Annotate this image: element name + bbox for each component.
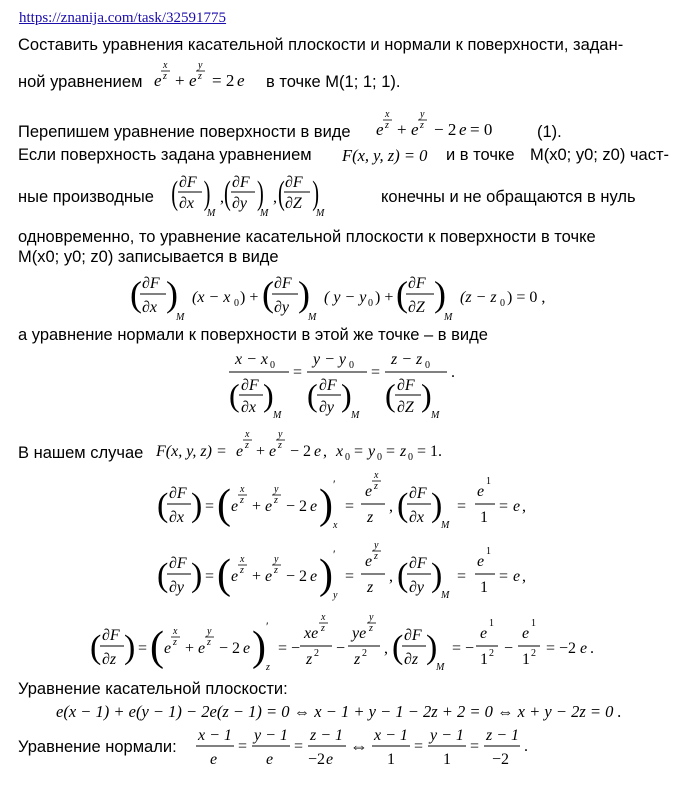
- svg-text:e: e: [198, 640, 206, 657]
- svg-text:∂F: ∂F: [404, 627, 422, 644]
- svg-text:0: 0: [368, 298, 373, 309]
- svg-text:∂Z: ∂Z: [397, 399, 414, 416]
- svg-text:z: z: [367, 579, 374, 596]
- svg-text:=: =: [138, 640, 148, 657]
- svg-text:): ): [166, 274, 178, 314]
- svg-text:1: 1: [486, 546, 491, 557]
- svg-text:,: ,: [384, 640, 388, 657]
- svg-text:z: z: [173, 637, 177, 648]
- svg-text:∂F: ∂F: [232, 174, 250, 191]
- svg-text:′: ′: [333, 477, 336, 491]
- svg-text:∂x: ∂x: [241, 399, 257, 416]
- svg-text:1: 1: [387, 751, 395, 768]
- svg-text:M: M: [444, 312, 453, 323]
- svg-text:∂Z: ∂Z: [285, 195, 302, 212]
- svg-text:,: ,: [389, 498, 393, 515]
- svg-text:) +: ) +: [375, 289, 394, 306]
- svg-text:∂y: ∂y: [409, 579, 425, 596]
- svg-text:1: 1: [522, 651, 530, 668]
- svg-text:M: M: [308, 312, 317, 323]
- svg-text:(: (: [385, 377, 396, 413]
- partial-z-equation: [88, 610, 608, 682]
- svg-text:−2: −2: [308, 751, 326, 768]
- svg-text:z: z: [374, 481, 378, 492]
- theory-line-1d: M(x0; y0; z0) част-: [530, 146, 670, 164]
- svg-text:z: z: [420, 120, 424, 131]
- case-text: В нашем случае: [18, 444, 144, 462]
- svg-text:z: z: [274, 495, 278, 506]
- svg-text:(: (: [90, 629, 102, 666]
- svg-text:e: e: [513, 568, 521, 585]
- svg-text:y: y: [207, 626, 212, 637]
- tangent-title: Уравнение касательной плоскости:: [18, 680, 288, 698]
- svg-text:(: (: [217, 482, 231, 528]
- svg-text:1: 1: [480, 509, 488, 526]
- problem-line-1: Составить уравнения касательной плоскости и нормали к поверхности, задан-: [18, 36, 624, 54]
- theory-line-1a: Если поверхность задана уравнением: [18, 146, 312, 164]
- normal-general-equation: [225, 346, 465, 424]
- svg-text:(z − z: (z − z: [460, 289, 497, 306]
- rewrite-label: (1).: [537, 123, 562, 141]
- svg-text:M: M: [260, 208, 269, 219]
- svg-text:(: (: [307, 377, 318, 413]
- svg-text:∂F: ∂F: [274, 275, 292, 292]
- svg-text:e: e: [459, 120, 467, 139]
- svg-text:e: e: [164, 640, 172, 657]
- svg-text:∂F: ∂F: [169, 485, 187, 502]
- svg-text:0: 0: [345, 452, 350, 462]
- svg-text:2: 2: [489, 648, 494, 659]
- svg-text:,: ,: [220, 189, 224, 206]
- svg-text:=: =: [293, 364, 303, 381]
- svg-text:x: x: [336, 443, 344, 460]
- svg-text:∂x: ∂x: [179, 195, 195, 212]
- svg-text:1: 1: [443, 751, 451, 768]
- svg-text:): ): [319, 552, 333, 598]
- svg-text:): ): [191, 487, 203, 524]
- svg-text:z: z: [278, 440, 282, 451]
- svg-text:0: 0: [349, 360, 354, 371]
- svg-text:=: =: [294, 738, 304, 755]
- svg-text:e: e: [314, 443, 322, 460]
- svg-text:e: e: [231, 568, 239, 585]
- svg-text:z: z: [198, 71, 202, 82]
- svg-text:(: (: [171, 174, 178, 213]
- svg-text:2: 2: [531, 648, 536, 659]
- svg-text:2: 2: [314, 648, 319, 659]
- svg-text:e: e: [522, 625, 530, 642]
- svg-text:e: e: [513, 498, 521, 515]
- svg-text:e: e: [326, 751, 334, 768]
- svg-text:y − 1: y − 1: [254, 727, 288, 744]
- problem-line-2-suffix: в точке M(1; 1; 1).: [266, 73, 401, 91]
- svg-text:) +: ) +: [240, 289, 259, 306]
- svg-text:e: e: [477, 483, 485, 500]
- svg-text:): ): [263, 377, 274, 413]
- partials-list: [170, 170, 385, 222]
- svg-text:M: M: [436, 662, 445, 673]
- normal-result-equation: [192, 722, 532, 772]
- svg-text:ye: ye: [352, 625, 367, 642]
- svg-text:y: y: [198, 60, 203, 71]
- svg-text:,: ,: [522, 498, 526, 515]
- svg-text:(: (: [229, 377, 240, 413]
- svg-text:+: +: [256, 443, 266, 460]
- svg-text:e: e: [376, 120, 384, 139]
- svg-text:0: 0: [500, 298, 505, 309]
- svg-text:y − 1: y − 1: [430, 727, 464, 744]
- svg-text:0: 0: [377, 452, 382, 462]
- svg-text:e: e: [265, 568, 273, 585]
- svg-text:z: z: [367, 509, 374, 526]
- svg-text:e: e: [243, 640, 251, 657]
- svg-text:− 2: − 2: [286, 498, 308, 515]
- svg-text:x: x: [240, 554, 245, 565]
- svg-text:∂x: ∂x: [409, 509, 425, 526]
- svg-text:y: y: [274, 554, 279, 565]
- svg-text:y: y: [278, 429, 283, 440]
- svg-text:=: =: [238, 738, 248, 755]
- svg-text:): ): [341, 377, 352, 413]
- svg-text:∂F: ∂F: [169, 555, 187, 572]
- svg-text:− 2: − 2: [286, 568, 308, 585]
- svg-text:∂F: ∂F: [319, 377, 337, 394]
- svg-text:(: (: [397, 557, 409, 594]
- svg-text:′: ′: [266, 619, 269, 633]
- svg-text:z: z: [385, 120, 389, 131]
- svg-text:=: =: [354, 443, 364, 460]
- svg-text:( y − y: ( y − y: [324, 289, 367, 306]
- svg-text:∂y: ∂y: [319, 399, 335, 416]
- svg-text:∂F: ∂F: [241, 377, 259, 394]
- svg-text:−: −: [336, 640, 346, 657]
- svg-text:e: e: [365, 483, 373, 500]
- theory-line-4: M(x0; y0; z0) записывается в виде: [18, 248, 279, 266]
- svg-text:): ): [312, 174, 319, 213]
- svg-text:e: e: [189, 71, 197, 90]
- svg-text:M: M: [431, 410, 440, 421]
- svg-text:,: ,: [273, 189, 277, 206]
- svg-text:(x − x: (x − x: [192, 289, 231, 306]
- svg-text:(: (: [217, 552, 231, 598]
- svg-text:(: (: [157, 487, 169, 524]
- svg-text:y: y: [369, 612, 374, 623]
- svg-text:,: ,: [389, 568, 393, 585]
- svg-text:z: z: [400, 443, 407, 460]
- svg-text:z: z: [245, 440, 249, 451]
- svg-text:e: e: [580, 640, 588, 657]
- svg-text:x: x: [333, 520, 338, 531]
- svg-text:0: 0: [234, 298, 239, 309]
- svg-text:z: z: [306, 651, 313, 668]
- svg-text:e: e: [477, 553, 485, 570]
- svg-text:y: y: [368, 443, 376, 460]
- svg-text:+: +: [175, 71, 185, 90]
- theory-line-1b: F(x, y, z) = 0: [342, 146, 428, 165]
- svg-text:x − x: x − x: [235, 351, 268, 368]
- svg-text:= 0: = 0: [470, 120, 493, 139]
- svg-text:): ): [203, 174, 211, 213]
- svg-text:M: M: [316, 208, 325, 219]
- svg-text:z: z: [163, 71, 167, 82]
- svg-text:∂x: ∂x: [169, 509, 185, 526]
- svg-text:e: e: [480, 625, 488, 642]
- theory-line-2a: ные производные: [18, 188, 154, 206]
- svg-text:−2: −2: [492, 751, 510, 768]
- svg-text:): ): [426, 629, 438, 666]
- svg-text:y: y: [274, 484, 279, 495]
- svg-text:(: (: [224, 174, 231, 213]
- svg-text:F(x, y, z) =: F(x, y, z) =: [156, 443, 227, 460]
- svg-text:z: z: [240, 495, 244, 506]
- svg-text:): ): [252, 624, 266, 670]
- svg-text:=: =: [205, 498, 215, 515]
- svg-text:): ): [257, 174, 264, 213]
- tangent-general-equation: [128, 270, 558, 328]
- svg-text:): ): [421, 377, 432, 413]
- svg-text:=: =: [457, 568, 467, 585]
- svg-text:=: =: [345, 568, 355, 585]
- svg-text:1: 1: [480, 579, 488, 596]
- svg-text:=: =: [345, 498, 355, 515]
- svg-text:0: 0: [425, 360, 430, 371]
- svg-text:M: M: [441, 590, 450, 601]
- svg-text:=: =: [205, 568, 215, 585]
- svg-text:(: (: [397, 487, 409, 524]
- svg-text:e: e: [411, 120, 419, 139]
- svg-text:y − y: y − y: [313, 351, 346, 368]
- svg-text:∂F: ∂F: [409, 555, 427, 572]
- svg-text:e: e: [269, 443, 277, 460]
- svg-text:xe: xe: [304, 625, 319, 642]
- svg-text:=: =: [386, 443, 396, 460]
- svg-text:e: e: [365, 553, 373, 570]
- svg-text:y: y: [374, 540, 379, 551]
- svg-text:− 2: − 2: [290, 443, 312, 460]
- svg-text:z: z: [240, 565, 244, 576]
- svg-text:,: ,: [323, 443, 327, 460]
- svg-text:): ): [434, 274, 446, 314]
- svg-text:=: =: [457, 498, 467, 515]
- theory-line-3: одновременно, то уравнение касательной плоскости к поверхности в точке: [18, 228, 596, 246]
- svg-text:M: M: [207, 208, 216, 219]
- svg-text:z: z: [207, 637, 211, 648]
- svg-text:): ): [298, 274, 310, 314]
- svg-text:e: e: [237, 71, 245, 90]
- svg-text:−: −: [504, 640, 514, 657]
- svg-text:M: M: [351, 410, 360, 421]
- svg-text:y: y: [420, 109, 425, 120]
- svg-text:z − 1: z − 1: [486, 727, 520, 744]
- svg-text:− 2: − 2: [434, 120, 457, 139]
- svg-text:): ): [431, 557, 443, 594]
- svg-text:= 1.: = 1.: [417, 443, 443, 460]
- svg-text:=: =: [470, 738, 480, 755]
- svg-text:= 2: = 2: [212, 71, 235, 90]
- theory-line-1c: и в точке: [446, 146, 515, 164]
- svg-text:e: e: [310, 568, 318, 585]
- svg-text:∂F: ∂F: [285, 174, 303, 191]
- rewrite-equation: [372, 104, 502, 142]
- svg-text:): ): [319, 482, 333, 528]
- svg-text:(: (: [396, 274, 408, 314]
- svg-text:∂F: ∂F: [408, 275, 426, 292]
- normal-title: Уравнение нормали:: [18, 738, 177, 756]
- svg-text:M: M: [176, 312, 185, 323]
- svg-text:e: e: [154, 71, 162, 90]
- svg-text:z: z: [274, 565, 278, 576]
- svg-text:,: ,: [522, 568, 526, 585]
- svg-text:(: (: [262, 274, 274, 314]
- svg-text:=: =: [371, 364, 381, 381]
- svg-text:): ): [191, 557, 203, 594]
- svg-text:x: x: [173, 626, 178, 637]
- svg-text:= −: = −: [278, 640, 301, 657]
- svg-text:=: =: [499, 498, 509, 515]
- svg-text:x − 1: x − 1: [198, 727, 232, 744]
- svg-text:∂x: ∂x: [142, 299, 158, 316]
- svg-text:1: 1: [480, 651, 488, 668]
- svg-text:∂F: ∂F: [397, 377, 415, 394]
- svg-text:e: e: [310, 498, 318, 515]
- svg-text:e: e: [210, 751, 218, 768]
- svg-text:(: (: [150, 624, 164, 670]
- rewrite-text: Перепишем уравнение поверхности в виде: [18, 123, 351, 141]
- svg-text:∂y: ∂y: [274, 299, 290, 316]
- svg-text:∂y: ∂y: [232, 195, 248, 212]
- svg-text:e: e: [236, 443, 244, 460]
- svg-text:1: 1: [486, 476, 491, 487]
- problem-line-2-prefix: ной уравнением: [18, 73, 143, 91]
- svg-text:+: +: [397, 120, 407, 139]
- svg-text:∂y: ∂y: [169, 579, 185, 596]
- svg-text:.: .: [451, 364, 455, 381]
- svg-text:x − 1: x − 1: [374, 727, 408, 744]
- svg-text:) = 0 ,: ) = 0 ,: [507, 289, 546, 306]
- svg-text:z: z: [369, 623, 373, 634]
- svg-text:z: z: [266, 662, 270, 673]
- svg-text:∂z: ∂z: [102, 651, 117, 668]
- partial-y-equation: [155, 538, 535, 608]
- svg-text:(: (: [157, 557, 169, 594]
- svg-text:∂F: ∂F: [179, 174, 197, 191]
- svg-text:x: x: [374, 470, 379, 481]
- svg-text:∂F: ∂F: [142, 275, 160, 292]
- svg-text:0: 0: [408, 452, 413, 462]
- svg-text:x: x: [245, 429, 250, 440]
- svg-text:e: e: [266, 751, 274, 768]
- svg-text:1: 1: [531, 618, 536, 629]
- svg-text:− 2: − 2: [219, 640, 241, 657]
- svg-text:x: x: [240, 484, 245, 495]
- svg-text:.: .: [524, 738, 528, 755]
- svg-text:∂F: ∂F: [102, 627, 120, 644]
- svg-text:e: e: [231, 498, 239, 515]
- svg-text:= −2: = −2: [546, 640, 577, 657]
- svg-text:e: e: [265, 498, 273, 515]
- svg-text:z − 1: z − 1: [310, 727, 344, 744]
- svg-text:z: z: [354, 651, 361, 668]
- svg-text:2: 2: [362, 648, 367, 659]
- case-equation: [152, 424, 472, 462]
- tangent-result: e(x − 1) + e(y − 1) − 2e(z − 1) = 0 ⇔ x − 1 + y − 1 − 2z + 2 = 0 ⇔ x + y − 2z = 0 .: [56, 702, 622, 721]
- svg-text:1: 1: [489, 618, 494, 629]
- svg-text:=: =: [499, 568, 509, 585]
- svg-text:M: M: [441, 520, 450, 531]
- svg-text:(: (: [278, 174, 285, 213]
- svg-text:= −: = −: [452, 640, 475, 657]
- svg-text:x: x: [385, 109, 390, 120]
- svg-text:M: M: [273, 410, 282, 421]
- svg-text:z − z: z − z: [391, 351, 423, 368]
- svg-text:.: .: [590, 640, 594, 657]
- svg-text:0: 0: [270, 360, 275, 371]
- svg-text:⇔: ⇔: [350, 736, 368, 756]
- svg-text:): ): [124, 629, 136, 666]
- svg-text:∂F: ∂F: [409, 485, 427, 502]
- svg-text:+: +: [185, 640, 195, 657]
- svg-text:∂z: ∂z: [404, 651, 419, 668]
- svg-text:+: +: [252, 568, 262, 585]
- svg-text:+: +: [252, 498, 262, 515]
- svg-text:′: ′: [333, 547, 336, 561]
- svg-text:x: x: [163, 60, 168, 71]
- source-link[interactable]: https://znanija.com/task/32591775: [19, 10, 227, 26]
- problem-equation: [150, 55, 260, 93]
- svg-text:(: (: [130, 274, 142, 314]
- partial-x-equation: [155, 468, 535, 538]
- svg-text:=: =: [414, 738, 424, 755]
- svg-text:): ): [431, 487, 443, 524]
- theory-line-2b: конечны и не обращаются в нуль: [381, 188, 636, 206]
- svg-text:z: z: [374, 551, 378, 562]
- normal-intro: а уравнение нормали к поверхности в этой же точке – в виде: [18, 326, 488, 344]
- svg-text:x: x: [321, 612, 326, 623]
- svg-text:y: y: [333, 590, 338, 601]
- svg-text:(: (: [392, 629, 404, 666]
- svg-text:z: z: [321, 623, 325, 634]
- svg-text:∂Z: ∂Z: [408, 299, 425, 316]
